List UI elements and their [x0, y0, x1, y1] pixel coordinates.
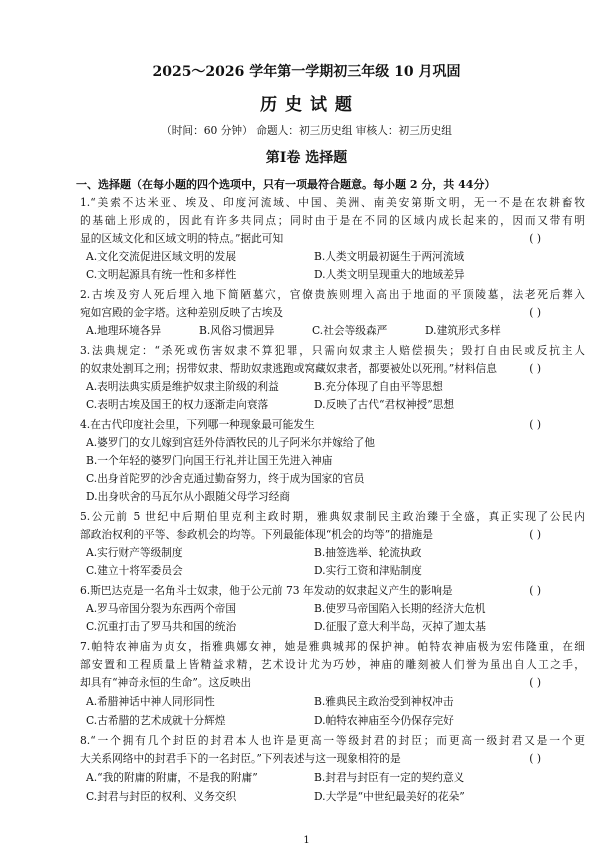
question-5-options	[86, 566, 585, 577]
option-b: B.充分体现了自由平等思想	[314, 380, 443, 393]
answer-paren: ( )	[529, 584, 541, 597]
question-2-options	[86, 326, 585, 337]
option-d: D.帕特农神庙至今仍保存完好	[314, 714, 454, 727]
answer-paren: ( )	[529, 306, 541, 319]
option-d: D.建筑形式多样	[425, 324, 501, 337]
question-1-text: 的基础上形成的，因此有许多共同点；同时由于是在不同的区域内成长起来的，因而又带有明	[80, 214, 585, 227]
option-c: C.建立十将军委员会	[86, 564, 183, 577]
option-b: B.一个年轻的婆罗门向国王行礼并让国王先进入神庙	[86, 454, 333, 467]
question-7-options	[86, 697, 585, 708]
question-3-stem-end: 的奴隶处割耳之刑；拐带奴隶、帮助奴隶逃跑或窝藏奴隶者，都要被处以死刑。”材料信息	[80, 362, 497, 375]
question-5-text	[80, 530, 585, 541]
option-d: D.人类文明呈现重大的地域差异	[314, 268, 465, 281]
option-b: B.人类文明最初诞生于两河流域	[314, 250, 465, 263]
question-1-text	[80, 234, 585, 245]
question-6-options	[86, 622, 585, 633]
option-b: B.抽签选举、轮流执政	[314, 546, 422, 559]
question-7-text	[80, 678, 585, 689]
option-b: B.风俗习惯迥异	[199, 324, 275, 337]
option-d: D.反映了古代“君权神授”思想	[314, 398, 455, 411]
question-1-text: 1.“美索不达米亚、埃及、印度河流域、中国、美洲、南美安第斯文明，无一不是在农耕畜牧	[80, 196, 585, 209]
question-5-options	[86, 548, 585, 559]
option-c: C.出身首陀罗的沙舍克通过勤奋努力，终于成为国家的官员	[86, 472, 365, 485]
question-2-text	[80, 308, 585, 319]
option-a: A.实行财产等级制度	[86, 546, 183, 559]
option-a: A.文化交流促进区域文明的发展	[86, 250, 237, 263]
question-6-text	[80, 586, 585, 597]
option-c: C.古希腊的艺术成就十分辉煌	[86, 714, 226, 727]
option-c: C.文明起源具有统一性和多样性	[86, 268, 237, 281]
question-8-options	[86, 792, 585, 803]
option-c: C.表明古埃及国王的权力逐渐走向衰落	[86, 398, 269, 411]
exam-title: 历 史 试 题	[260, 95, 353, 115]
option-a: A.地理环境各异	[86, 324, 162, 337]
section-title: 第Ⅰ卷 选择题	[265, 150, 348, 166]
question-2-text: 2.古埃及穷人死后埋入地下简陋墓穴，官僚贵族则埋入高出于地面的平顶陵墓，法老死后葬入	[80, 288, 585, 301]
answer-paren: ( )	[529, 362, 541, 375]
exam-info: （时间：60 分钟） 命题人：初三历史组 审核人：初三历史组	[161, 124, 452, 137]
question-1-options	[86, 270, 585, 281]
question-4-text	[80, 420, 585, 431]
question-5-stem-end: 部政治权利的平等、参政机会的均等。下列最能体现“机会的均等”的措施是	[80, 528, 433, 541]
question-1-stem-end: 显的区域文化和区域文明的特点。”据此可知	[80, 232, 284, 245]
option-d: D.大学是“中世纪最美好的花朵”	[314, 790, 465, 803]
question-3-text: 3.法典规定：“杀死或伤害奴隶不算犯罪，只需向奴隶主人赔偿损失；毁打自由民或反抗主人	[80, 344, 585, 357]
option-d: D.征服了意大利半岛，灭掉了迦太基	[314, 620, 486, 633]
answer-paren: ( )	[529, 232, 541, 245]
question-8-text: 8.“一个拥有几个封臣的封君本人也许是更高一等级封君的封臣；而更高一级封君又是一个更	[80, 734, 585, 747]
option-a: A.表明法典实质是维护奴隶主阶级的利益	[86, 380, 279, 393]
answer-paren: ( )	[529, 528, 541, 541]
option-a: A.婆罗门的女儿嫁到宫廷外侍酒牧民的儿子阿米尔并嫁给了他	[86, 436, 375, 449]
option-a: A.“我的附庸的附庸，不是我的附庸”	[86, 771, 258, 784]
section-intro: 一、选择题（在每小题的四个选项中，只有一项最符合题意。每小题 2 分，共 44分）	[76, 178, 496, 191]
question-2-stem-end: 宛如宫殿的金字塔。这种差别反映了古埃及	[80, 306, 284, 319]
question-3-options	[86, 400, 585, 411]
question-8-text	[80, 754, 585, 765]
option-b: B.使罗马帝国陷入长期的经济大危机	[314, 602, 486, 615]
option-c: C.沉重打击了罗马共和国的统治	[86, 620, 237, 633]
question-8-stem-end: 大关系网络中的封君手下的一名封臣。”下列表述与这一现象相符的是	[80, 752, 401, 765]
option-c: C.社会等级森严	[312, 324, 388, 337]
question-7-text: 7.帕特农神庙为贞女，指雅典娜女神，她是雅典城邦的保护神。帕特农神庙极为宏伟隆重，在细	[80, 640, 585, 653]
answer-paren: ( )	[529, 418, 541, 431]
question-7-options	[86, 716, 585, 727]
option-a: A.罗马帝国分裂为东西两个帝国	[86, 602, 237, 615]
option-d: D.实行工资和津贴制度	[314, 564, 422, 577]
option-a: A.希腊神话中神人同形同性	[86, 695, 215, 708]
option-c: C.封君与封臣的权利、义务交织	[86, 790, 237, 803]
question-6-stem: 6.斯巴达克是一名角斗士奴隶，他于公元前 73 年发动的奴隶起义产生的影响是	[80, 584, 453, 597]
exam-header-line: 2025～2026 学年第一学期初三年级 10 月巩固	[152, 64, 461, 80]
question-3-options	[86, 382, 585, 393]
answer-paren: ( )	[529, 752, 541, 765]
option-d: D.出身吠舍的马瓦尔从小跟随父母学习经商	[86, 490, 290, 503]
question-7-stem-end: 却具有“神奇永恒的生命”。这反映出	[80, 676, 252, 689]
question-4-stem: 4.在古代印度社会里，下列哪一种现象最可能发生	[80, 418, 315, 431]
question-3-text	[80, 364, 585, 375]
question-5-text: 5.公元前 5 世纪中后期伯里克利主政时期，雅典奴隶制民主政治臻于全盛，真正实现了公民内	[80, 510, 585, 523]
option-b: B.雅典民主政治受到神权冲击	[314, 695, 454, 708]
question-6-options	[86, 604, 585, 615]
question-1-options	[86, 252, 585, 263]
option-b: B.封君与封臣有一定的契约意义	[314, 771, 465, 784]
page-number: 1	[303, 835, 310, 846]
question-7-text: 部安置和工程质量上皆精益求精，艺术设计尤为巧妙，神庙的雕刻被人们誉为虽出自人工之手，	[80, 658, 585, 671]
question-8-options	[86, 773, 585, 784]
answer-paren: ( )	[529, 676, 541, 689]
